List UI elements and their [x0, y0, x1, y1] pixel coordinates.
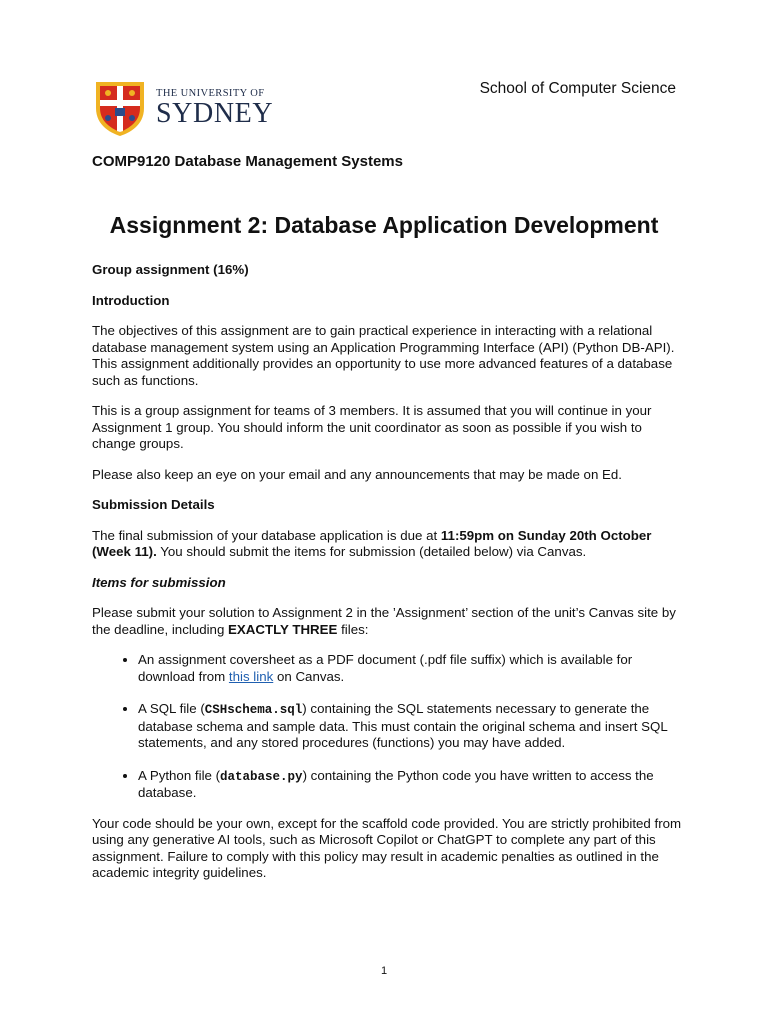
submission-paragraph	[92, 528, 682, 561]
sql-text-pre: A SQL file (	[138, 701, 205, 716]
submission-list	[92, 652, 682, 802]
page-number: 1	[380, 965, 388, 977]
due-text-pre: The final submission of your database application is due at	[92, 527, 441, 543]
intro-paragraph-2: This is a group assignment for teams of 3 members. It is assumed that you will continue in your Assignment 1 group. You should inform the unit coordinator as soon as possible if you wish to change groups.	[92, 403, 652, 451]
due-date: 11:59pm on Sunday 20th October (Week 11).	[92, 527, 652, 559]
ai-policy-paragraph: Your code should be your own, except for the scaffold code provided. You are strictly prohibited from using any generative AI tools, such as Microsoft Copilot or ChatGPT to complete any part of this assignment. Failure to comply with this policy may result in academic penalties as outlined in the academic integrity guidelines.	[92, 815, 682, 880]
items-text-pre: Please submit your solution to Assignment 2 in the ’Assignment’ section of the unit’s Canvas site by the deadline, including	[92, 605, 676, 637]
course-title: COMP9120 Database Management Systems	[92, 153, 403, 170]
logo-text-big: SYDNEY	[156, 98, 274, 129]
page-header	[92, 78, 682, 138]
python-text-post: ) containing the Python code you have written to access the database.	[138, 767, 654, 800]
sql-text-post: ) containing the SQL statements necessary to generate the database schema and sample data. This must contain the original schema and insert SQL statements, and any stored procedures (functions) you may have added.	[138, 701, 668, 750]
intro-paragraph-3: Please also keep an eye on your email and any announcements that may be made on Ed.	[92, 466, 622, 482]
university-logo	[92, 78, 273, 138]
list-item	[138, 652, 682, 685]
due-text-post: You should submit the items for submission (detailed below) via Canvas.	[156, 544, 587, 559]
submission-heading: Submission Details	[92, 497, 215, 512]
coversheet-text-post: on Canvas.	[273, 668, 345, 684]
coversheet-text: An assignment coversheet as a PDF document (.pdf file suffix) which is available for download from	[138, 652, 633, 684]
assignment-title: Assignment 2: Database Application Development	[109, 212, 659, 238]
introduction-heading: Introduction	[92, 292, 170, 308]
group-line: Group assignment (16%)	[92, 262, 249, 277]
crest-icon	[92, 78, 148, 138]
document-body	[92, 262, 682, 896]
logo-text-small: THE UNIVERSITY OF	[156, 88, 265, 99]
python-text-pre: A Python file (	[138, 767, 221, 783]
items-paragraph	[92, 605, 682, 638]
school-name: School of Computer Science	[479, 80, 676, 97]
python-filename: database.py	[220, 769, 303, 784]
items-count: EXACTLY THREE	[228, 621, 338, 637]
items-heading: Items for submission	[92, 574, 226, 590]
list-item	[138, 701, 682, 752]
sql-filename: CSHschema.sql	[204, 703, 303, 717]
coversheet-link[interactable]: this link	[228, 668, 274, 684]
items-text-post: files:	[337, 621, 369, 637]
list-item	[138, 768, 682, 802]
intro-paragraph-1: The objectives of this assignment are to gain practical experience in interacting with a relational database management system using an Application Programming Interface (API) (Python DB-API). This assignment additionally provides an opportunity to use more advanced features of a database such as functions.	[92, 323, 675, 388]
